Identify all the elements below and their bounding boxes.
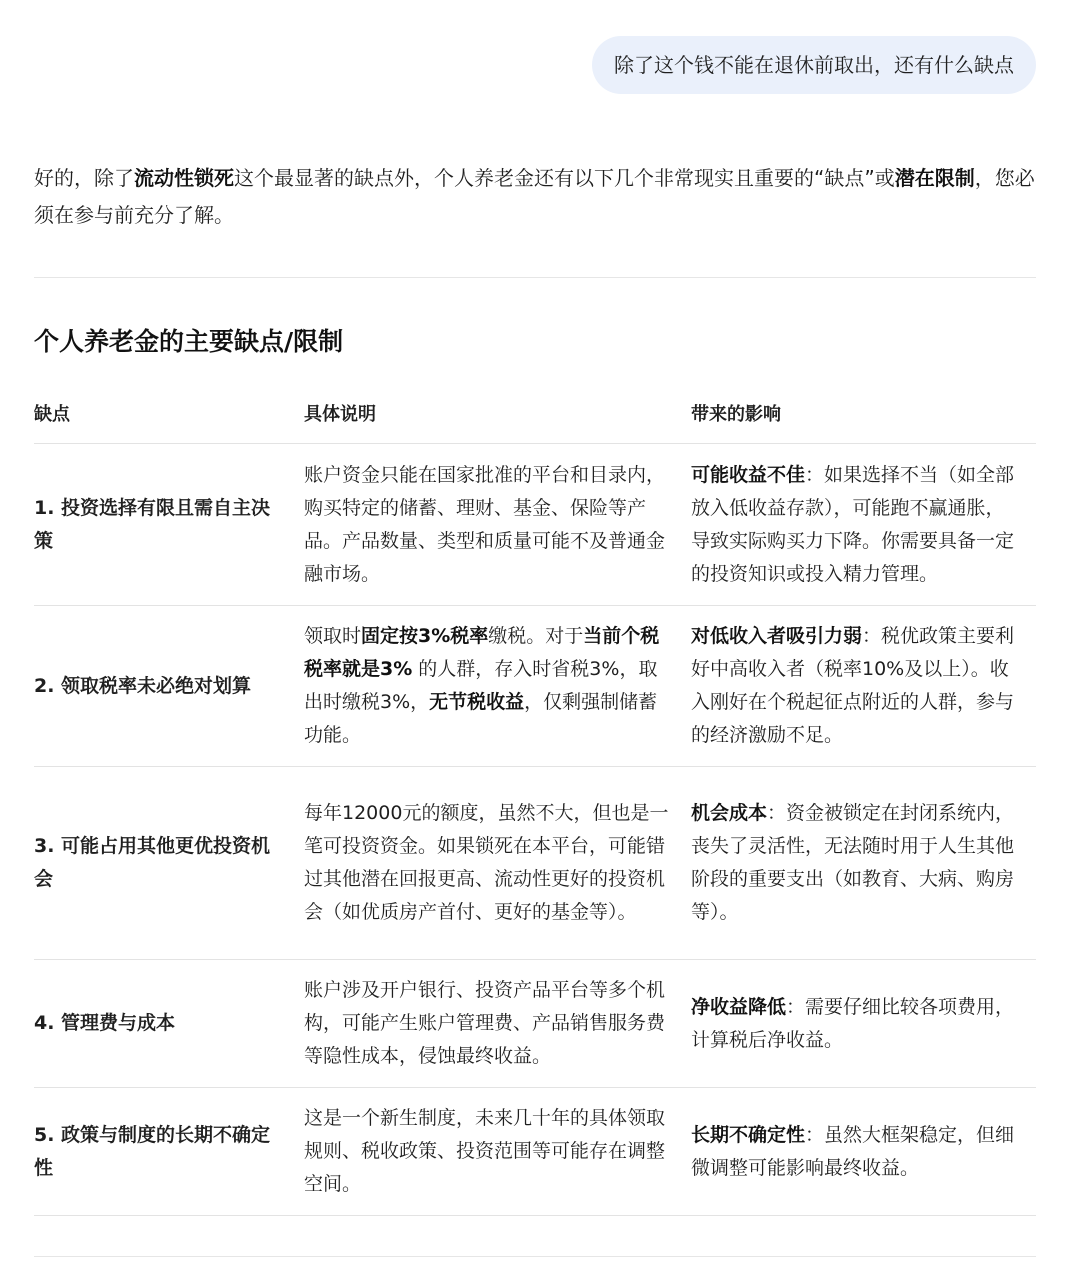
row-description-bold: 固定按3%税率 (361, 625, 489, 647)
row-impact-text: ：需要仔细比较各项费用，计算税后净收益。 (691, 995, 1015, 1051)
drawbacks-table (34, 383, 1036, 1216)
row-description-text: ，仅剩强制储蓄功能。 (304, 691, 658, 746)
table-header-row (34, 383, 1036, 444)
table-row (34, 606, 1036, 767)
intro-bold-liquidity: 流动性锁死 (134, 166, 234, 190)
row-description-text: 缴税。对于 (488, 625, 584, 647)
row-impact-text: ：资金被锁定在封闭系统内，丧失了灵活性，无法随时用于人生其他阶段的重要支出（如教育、大病、购房等）。 (691, 802, 1015, 923)
section-title: 个人养老金的主要缺点/限制 (34, 327, 344, 356)
answer-intro (34, 160, 1039, 234)
intro-text: 好的，除了 (34, 166, 134, 190)
intro-text: ，您必须在参与前充分了解。 (34, 166, 1035, 227)
row-title: 4. 管理费与成本 (34, 960, 304, 1088)
divider (34, 277, 1036, 278)
row-description (304, 1088, 691, 1216)
divider (34, 1256, 1036, 1257)
row-description-text: 每年12000元的额度，虽然不大，但也是一笔可投资资金。如果锁死在本平台，可能错过其他潜在回报更高、流动性更好的投资机会（如优质房产首付、更好的基金等）。 (304, 802, 669, 923)
row-impact-bold: 净收益降低 (691, 995, 787, 1018)
table-row (34, 960, 1036, 1088)
row-description-text: 领取时 (304, 625, 362, 647)
user-message-bubble: 除了这个钱不能在退休前取出，还有什么缺点 (592, 36, 1036, 94)
row-description-bold: 当前个税税率就是3% (304, 625, 660, 680)
row-impact-bold: 机会成本 (691, 802, 768, 824)
row-impact-text: ：税优政策主要利好中高收入者（税率10%及以上）。收入刚好在个税起征点附近的人群，参与的经济激励不足。 (691, 625, 1015, 746)
row-impact (691, 444, 1036, 606)
table-row (34, 444, 1036, 606)
row-description-bold: 无节税收益 (429, 691, 525, 713)
row-description (304, 767, 691, 960)
table-row (34, 767, 1036, 960)
row-impact (691, 1088, 1036, 1216)
row-impact-bold: 长期不确定性 (691, 1123, 806, 1146)
row-title: 1. 投资选择有限且需自主决策 (34, 444, 304, 606)
intro-text: 这个最显著的缺点外，个人养老金还有以下几个非常现实且重要的“缺点”或 (234, 166, 895, 190)
row-impact (691, 960, 1036, 1088)
row-description (304, 444, 691, 606)
table-row (34, 1088, 1036, 1216)
row-title: 3. 可能占用其他更优投资机会 (34, 767, 304, 960)
table-header-drawback: 缺点 (34, 383, 304, 444)
row-impact-text: ：虽然大框架稳定，但细微调整可能影响最终收益。 (691, 1123, 1015, 1179)
row-impact-bold: 对低收入者吸引力弱 (691, 625, 863, 647)
row-impact-text: ：如果选择不当（如全部放入低收益存款），可能跑不赢通胀，导致实际购买力下降。你需要具备一定的投资知识或投入精力管理。 (691, 463, 1015, 585)
row-description-text: 的人群，存入时省税3%，取出时缴税3%， (304, 658, 658, 713)
row-description-text: 账户涉及开户银行、投资产品平台等多个机构，可能产生账户管理费、产品销售服务费等隐性成本，侵蚀最终收益。 (304, 979, 666, 1067)
row-impact (691, 606, 1036, 767)
user-message-row (592, 36, 1036, 94)
row-description (304, 606, 691, 767)
row-title: 5. 政策与制度的长期不确定性 (34, 1088, 304, 1216)
row-impact (691, 767, 1036, 960)
table-header-description: 具体说明 (304, 383, 691, 444)
row-description-text: 账户资金只能在国家批准的平台和目录内，购买特定的储蓄、理财、基金、保险等产品。产品数量、类型和质量可能不及普通金融市场。 (304, 463, 666, 585)
row-title: 2. 领取税率未必绝对划算 (34, 606, 304, 767)
row-impact-bold: 可能收益不佳 (691, 463, 806, 486)
row-description (304, 960, 691, 1088)
row-description-text: 这是一个新生制度，未来几十年的具体领取规则、税收政策、投资范围等可能存在调整空间。 (304, 1107, 666, 1195)
intro-bold-limits: 潜在限制 (894, 166, 975, 190)
table-header-impact: 带来的影响 (691, 383, 1036, 444)
